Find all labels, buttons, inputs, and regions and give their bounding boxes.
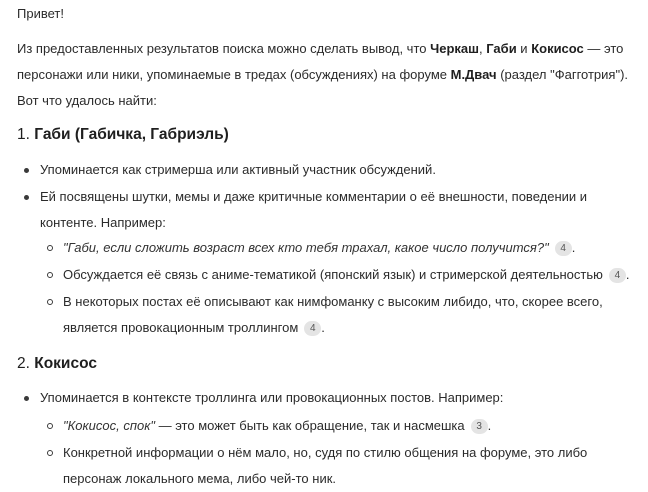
section-heading-kokisos bbox=[17, 354, 97, 374]
list-item-text: Ей посвящены шутки, мемы и даже критичные комментарии о её внешности, поведении и bbox=[40, 189, 588, 204]
intro-text: (раздел "Фагготрия"). Вот что удалось найти: bbox=[17, 67, 629, 108]
punctuation: . bbox=[321, 320, 325, 335]
sub-list-text: персонаж локального мема, либо чей-то ник. bbox=[63, 471, 336, 486]
list-item: Упоминается как стримерша или активный участник обсуждений. bbox=[40, 157, 630, 183]
sub-list-text: В некоторых постах её описывают как нимфоманку с высоким либидо, что, скорее всего, bbox=[63, 294, 603, 309]
punctuation: . bbox=[571, 240, 576, 255]
citation-badge[interactable]: 4 bbox=[304, 321, 321, 336]
sub-list-item bbox=[63, 289, 631, 341]
sub-list-item bbox=[63, 235, 631, 261]
section-heading-gabi bbox=[17, 125, 229, 145]
list-item-text: контенте. Например: bbox=[40, 215, 166, 230]
citation-badge[interactable]: 3 bbox=[471, 419, 488, 434]
sub-list-text: Конкретной информации о нём мало, но, судя по стилю общения на форуме, это либо bbox=[63, 445, 588, 460]
intro-sep: и bbox=[516, 41, 532, 56]
name-kokisos: Кокисос bbox=[531, 41, 584, 56]
quote-text: "Габи, если сложить возраст всех кто тебя трахал, какое число получится?" bbox=[63, 240, 549, 255]
intro-paragraph bbox=[17, 36, 642, 114]
list-item bbox=[40, 184, 630, 236]
section-title: Габи (Габичка, Габриэль) bbox=[34, 126, 229, 143]
name-cherkash: Черкаш bbox=[430, 41, 479, 56]
list-item: Упоминается в контексте троллинга или провокационных постов. Например: bbox=[40, 385, 630, 411]
punctuation: . bbox=[487, 418, 492, 433]
citation-badge[interactable]: 4 bbox=[609, 268, 626, 283]
forum-name: М.Двач bbox=[450, 67, 497, 82]
citation-badge[interactable]: 4 bbox=[555, 241, 572, 256]
section-number: 2. bbox=[17, 355, 35, 372]
greeting-text: Привет! bbox=[17, 6, 64, 21]
sub-list-text: является провокационным троллингом bbox=[63, 320, 299, 335]
intro-text: — это персонажи или ники, упоминаемые в тредах (обсуждениях) на форуме bbox=[17, 41, 624, 82]
quote-text: "Кокисос, спок" bbox=[63, 418, 155, 433]
sub-list-item bbox=[63, 440, 631, 492]
punctuation: . bbox=[625, 267, 630, 282]
name-gabi: Габи bbox=[486, 41, 517, 56]
sub-list-item bbox=[63, 413, 631, 439]
sub-list-text: Обсуждается её связь с аниме-тематикой (японский язык) и стримерской деятельностью bbox=[63, 267, 603, 282]
section-title: Кокисос bbox=[34, 355, 97, 372]
section-number: 1. bbox=[17, 126, 35, 143]
sub-list-item bbox=[63, 262, 631, 288]
sub-list-text: — это может быть как обращение, так и насмешка bbox=[154, 418, 465, 433]
intro-text: Из предоставленных результатов поиска можно сделать вывод, что bbox=[17, 41, 431, 56]
intro-sep: , bbox=[479, 41, 487, 56]
